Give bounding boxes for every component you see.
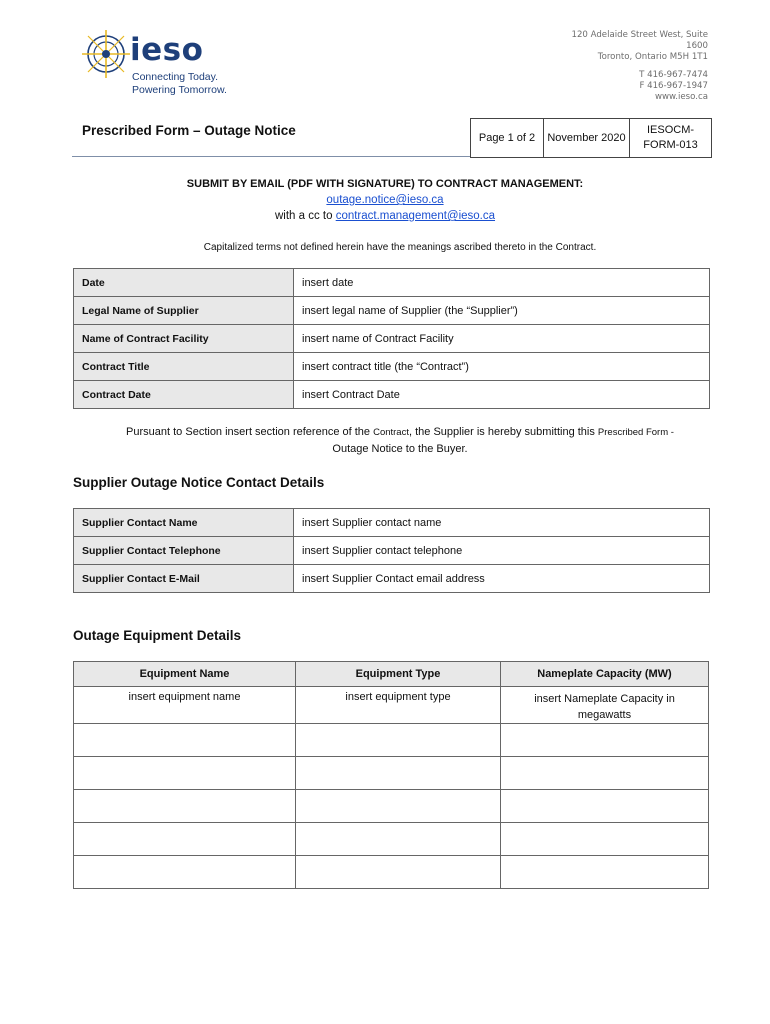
paragraph-part: Pursuant to Section insert section reference of the: [126, 426, 374, 438]
equipment-type-cell[interactable]: [296, 724, 501, 757]
date-label: Date: [74, 269, 294, 297]
paragraph-part: , the Supplier is hereby submitting this: [408, 426, 598, 438]
table-row: [74, 565, 710, 593]
address-line-1: 120 Adelaide Street West, Suite: [571, 30, 708, 40]
table-row: [74, 790, 709, 823]
legal-name-label: Legal Name of Supplier: [74, 297, 294, 325]
equipment-name-cell[interactable]: insert equipment name: [74, 687, 296, 724]
table-row: [74, 823, 709, 856]
logo-tagline-1: Connecting Today.: [132, 71, 219, 83]
equipment-type-cell[interactable]: insert equipment type: [296, 687, 501, 724]
table-row: [74, 724, 709, 757]
equipment-type-cell[interactable]: [296, 823, 501, 856]
equipment-type-cell[interactable]: [296, 856, 501, 889]
contract-title-label: Contract Title: [74, 353, 294, 381]
contract-facility-field[interactable]: insert name of Contract Facility: [294, 325, 710, 353]
nameplate-capacity-cell[interactable]: [501, 757, 709, 790]
contract-title-field[interactable]: insert contract title (the “Contract”): [294, 353, 710, 381]
equipment-name-cell[interactable]: [74, 823, 296, 856]
table-row: [74, 269, 710, 297]
form-meta-box: [470, 118, 712, 158]
contract-management-email-link[interactable]: contract.management@ieso.ca: [335, 210, 496, 222]
submit-instructions: [0, 176, 770, 224]
nameplate-capacity-cell[interactable]: insert Nameplate Capacity in megawatts: [501, 687, 709, 724]
logo-tagline-2: Powering Tomorrow.: [132, 84, 227, 96]
submit-instruction-text: SUBMIT BY EMAIL (PDF WITH SIGNATURE) TO CONTRACT MANAGEMENT:: [186, 178, 584, 190]
cc-prefix: with a cc to: [274, 210, 336, 222]
equipment-type-cell[interactable]: [296, 757, 501, 790]
contract-info-table: [73, 268, 710, 409]
table-row: [74, 297, 710, 325]
form-date: November 2020: [543, 119, 629, 157]
title-divider: [72, 156, 470, 157]
table-row: [74, 353, 710, 381]
equipment-name-cell[interactable]: [74, 790, 296, 823]
contact-email-field[interactable]: insert Supplier Contact email address: [294, 565, 710, 593]
table-row: [74, 325, 710, 353]
paragraph-part: Outage Notice to the Buyer.: [332, 443, 468, 455]
table-header-row: [74, 662, 709, 687]
nameplate-capacity-cell[interactable]: [501, 856, 709, 889]
column-header-equipment-name: Equipment Name: [74, 662, 296, 687]
table-row: [74, 856, 709, 889]
date-field[interactable]: insert date: [294, 269, 710, 297]
form-id: IESOCM-FORM-013: [629, 119, 711, 157]
logo-wordmark: ieso: [130, 32, 204, 68]
contact-section-heading: Supplier Outage Notice Contact Details: [73, 475, 325, 490]
form-title: Prescribed Form – Outage Notice: [82, 123, 296, 138]
paragraph-part: Contract: [373, 427, 409, 438]
table-row: [74, 687, 709, 724]
contract-date-label: Contract Date: [74, 381, 294, 409]
contract-date-field[interactable]: insert Contract Date: [294, 381, 710, 409]
capitalized-terms-note: Capitalized terms not defined herein have the meanings ascribed thereto in the Contract.: [203, 242, 597, 253]
table-row: [74, 757, 709, 790]
column-header-nameplate-capacity: Nameplate Capacity (MW): [501, 662, 709, 687]
contact-telephone-label: Supplier Contact Telephone: [74, 537, 294, 565]
ieso-logo: [80, 28, 230, 98]
paragraph-part: Prescribed Form -: [597, 427, 674, 438]
contact-telephone-field[interactable]: insert Supplier contact telephone: [294, 537, 710, 565]
address-block: [518, 30, 708, 103]
equipment-name-cell[interactable]: [74, 757, 296, 790]
contract-facility-label: Name of Contract Facility: [74, 325, 294, 353]
page-number: Page 1 of 2: [478, 131, 536, 144]
outage-email-link[interactable]: outage.notice@ieso.ca: [326, 194, 444, 206]
address-website: www.ieso.ca: [654, 92, 708, 102]
contact-details-table: [73, 508, 710, 593]
contact-name-field[interactable]: insert Supplier contact name: [294, 509, 710, 537]
table-row: [74, 537, 710, 565]
address-line-3: Toronto, Ontario M5H 1T1: [597, 52, 708, 62]
ieso-logo-icon: [80, 28, 132, 88]
nameplate-capacity-cell[interactable]: [501, 790, 709, 823]
contact-name-label: Supplier Contact Name: [74, 509, 294, 537]
submission-paragraph: [100, 424, 700, 457]
column-header-equipment-type: Equipment Type: [296, 662, 501, 687]
contact-email-label: Supplier Contact E-Mail: [74, 565, 294, 593]
table-row: [74, 381, 710, 409]
nameplate-capacity-cell[interactable]: [501, 724, 709, 757]
equipment-details-table: [73, 661, 709, 889]
nameplate-capacity-cell[interactable]: [501, 823, 709, 856]
equipment-section-heading: Outage Equipment Details: [73, 628, 242, 643]
legal-name-field[interactable]: insert legal name of Supplier (the “Supplier”): [294, 297, 710, 325]
equipment-name-cell[interactable]: [74, 856, 296, 889]
address-line-2: 1600: [686, 41, 708, 51]
table-row: [74, 509, 710, 537]
address-fax: F 416-967-1947: [639, 81, 708, 91]
equipment-type-cell[interactable]: [296, 790, 501, 823]
address-phone: T 416-967-7474: [639, 70, 708, 80]
equipment-name-cell[interactable]: [74, 724, 296, 757]
